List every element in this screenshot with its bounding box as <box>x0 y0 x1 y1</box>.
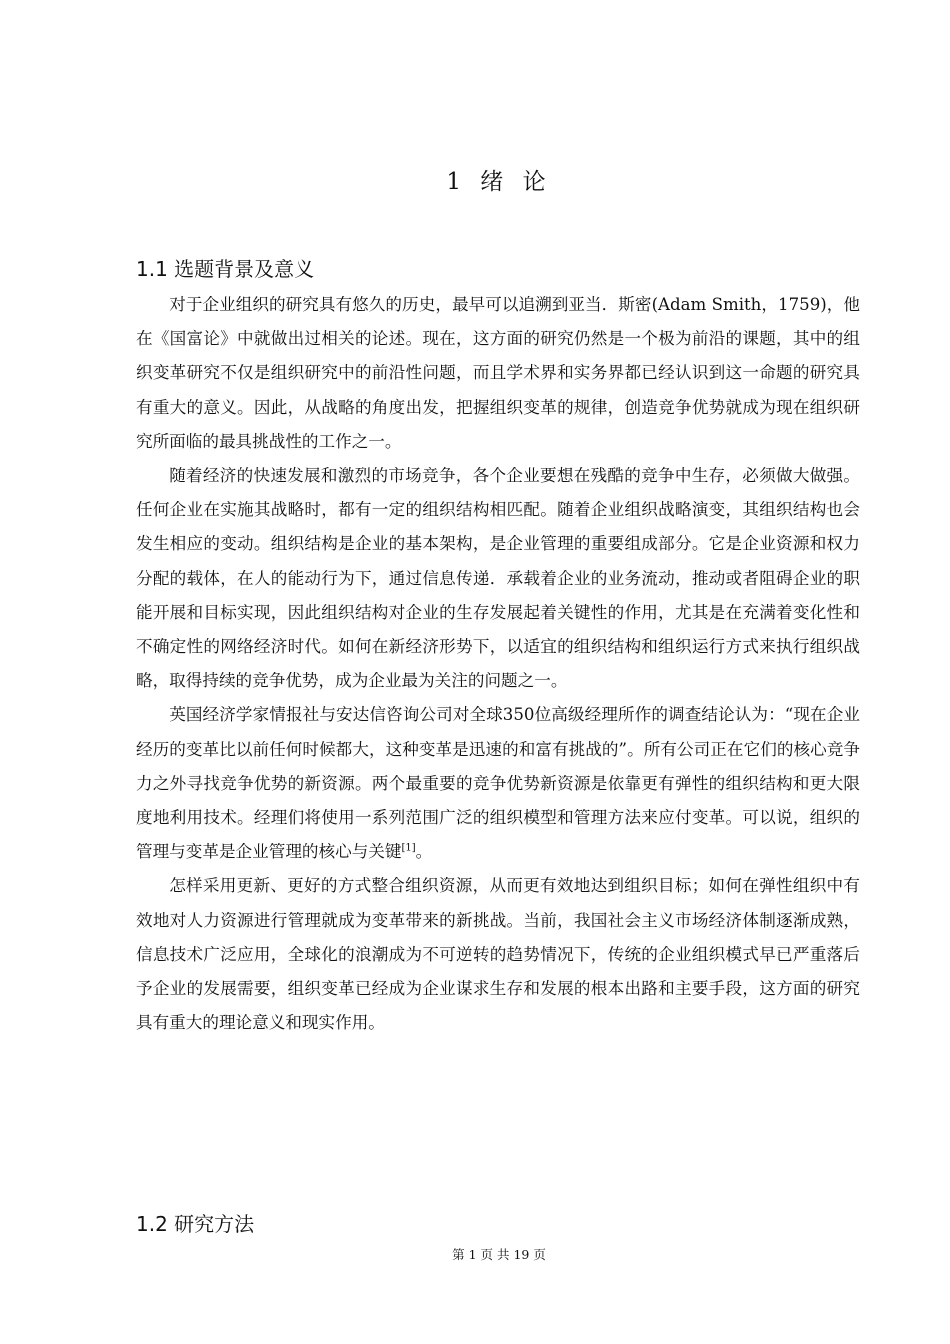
paragraph-3-tail: 。 <box>415 842 433 862</box>
section-title-1-1: 1.1 选题背景及意义 <box>136 257 315 281</box>
citation-ref: [1] <box>401 842 416 854</box>
section-title-1-2: 1.2 研究方法 <box>136 1212 255 1236</box>
paragraph-3 <box>136 698 860 869</box>
page-footer: 第 1 页 共 19 页 <box>452 1247 546 1262</box>
chapter-title: 1 绪 论 <box>446 169 552 195</box>
paragraph-3-text: 英国经济学家情报社与安达信咨询公司对全球350位高级经理所作的调查结论认为：“现在企业经历的变革比以前任何时候都大，这种变革是迅速的和富有挑战的”。所有公司正在它们的核心竞争力之外寻找竞争优势的新资源。两个最重要的竞争优势新资源是依靠更有弹性的组织结构和更大限度地利用技术。经理们将使用一系列范围广泛的组织模型和管理方法来应付变革。可以说，组织的管理与变革是企业管理的核心与关键 <box>136 705 860 862</box>
paragraph-4: 怎样采用更新、更好的方式整合组织资源，从而更有效地达到组织目标；如何在弹性组织中有效地对人力资源进行管理就成为变革带来的新挑战。当前，我国社会主义市场经济体制逐渐成熟，信息技术广泛应用，全球化的浪潮成为不可逆转的趋势情况下，传统的企业组织模式早已严重落后予企业的发展需要，组织变革已经成为企业谋求生存和发展的根本出路和主要手段，这方面的研究具有重大的理论意义和现实作用。 <box>136 876 860 1033</box>
paragraph-1: 对于企业组织的研究具有悠久的历史，最早可以追溯到亚当．斯密(Adam Smith，1759)，他在《国富论》中就做出过相关的论述。现在，这方面的研究仍然是一个极为前沿的课题，其中的组织变革研究不仅是组织研究中的前沿性问题，而且学术界和实务界都已经认识到这一命题的研究具有重大的意义。因此，从战略的角度出发，把握组织变革的规律，创造竞争优势就成为现在组织研究所面临的最具挑战性的工作之一。 <box>136 295 860 451</box>
paragraph-2: 随着经济的快速发展和激烈的市场竞争，各个企业要想在残酷的竞争中生存，必须做大做强。任何企业在实施其战略时，都有一定的组织结构相匹配。随着企业组织战略演变，其组织结构也会发生相应的变动。组织结构是企业的基本架构，是企业管理的重要组成部分。它是企业资源和权力分配的载体，在人的能动行为下，通过信息传递．承载着企业的业务流动，推动或者阻碍企业的职能开展和目标实现，因此组织结构对企业的生存发展起着关键性的作用，尤其是在充满着变化性和不确定性的网络经济时代。如何在新经济形势下，以适宜的组织结构和组织运行方式来执行组织战略，取得持续的竞争优势，成为企业最为关注的问题之一。 <box>136 466 860 691</box>
body-text <box>136 288 860 1040</box>
